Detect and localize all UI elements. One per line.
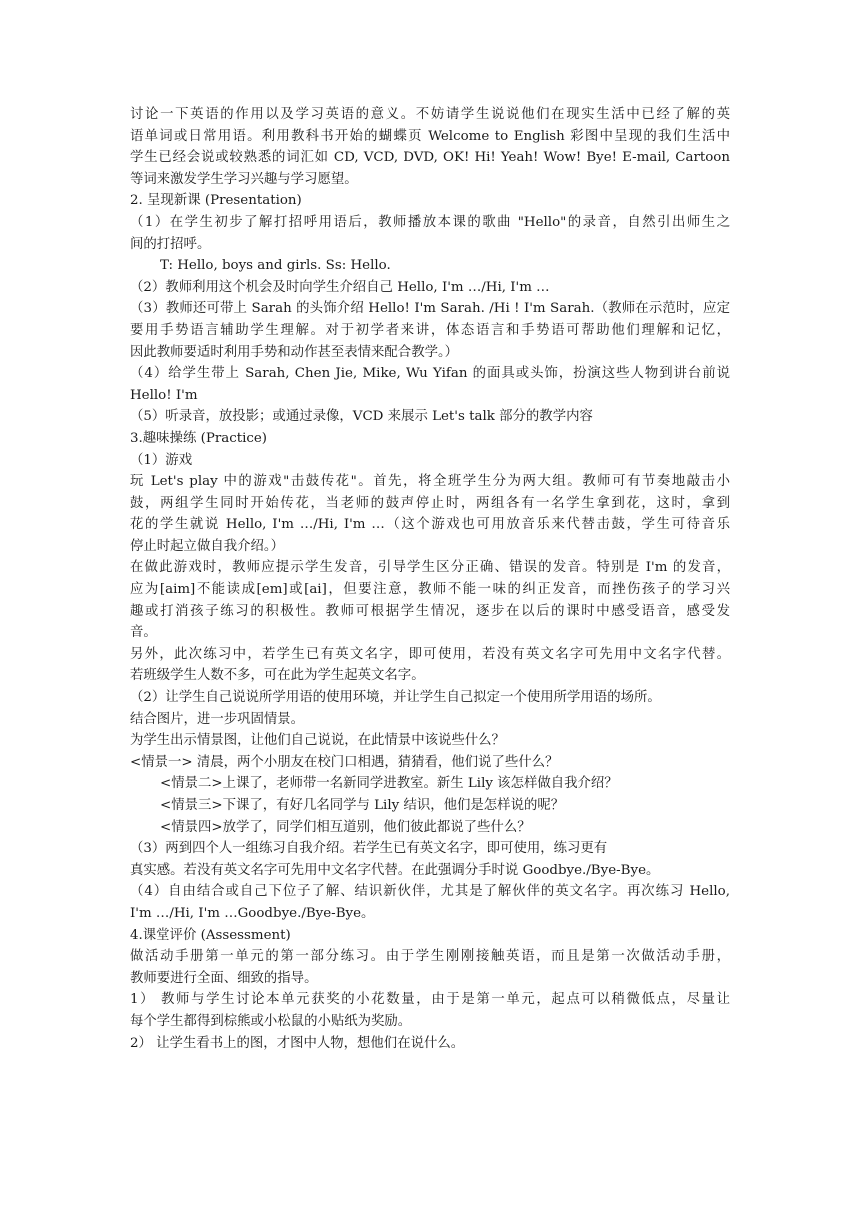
paragraph-line: （2）教师利用这个机会及时向学生介绍自己 Hello, I'm …/Hi, I'm … <box>130 279 550 295</box>
dialogue-line: T: Hello, boys and girls. Ss: Hello. <box>160 258 391 274</box>
paragraph-line: 语单词或日常用语。利用教科书开始的蝴蝶页 Welcome to English 彩图中呈现的我们生活中 <box>130 128 730 144</box>
paragraph-line: 音。 <box>130 625 157 641</box>
paragraph-line: （4）给学生带上 Sarah, Chen Jie, Mike, Wu Yifan 的面具或头饰，扮演这些人物到讲台前说 <box>130 366 730 382</box>
paragraph-line: 做活动手册第一单元的第一部分练习。由于学生刚刚接触英语，而且是第一次做活动手册， <box>130 949 730 965</box>
scenario-line: <情景二>上课了，老师带一名新同学进教室。新生 Lily 该怎样做自我介绍？ <box>160 776 618 792</box>
section-heading-practice: 3.趣味操练 (Practice) <box>130 430 268 446</box>
scenario-line: <情景一> 清晨，两个小朋友在校门口相遇，猜猜看，他们说了些什么？ <box>130 754 559 770</box>
list-item: 1） 教师与学生讨论本单元获奖的小花数量，由于是第一单元，起点可以稍微低点，尽量让 <box>130 992 730 1008</box>
paragraph-line: 花的学生就说 Hello, I'm …/Hi, I'm …（这个游戏也可用放音乐来代替击鼓，学生可待音乐 <box>130 517 730 533</box>
list-item: 2） 让学生看书上的图，才图中人物，想他们在说什么。 <box>130 1035 465 1051</box>
paragraph-line: （1）在学生初步了解打招呼用语后，教师播放本课的歌曲 "Hello"的录音，自然引出师生之 <box>130 214 730 230</box>
paragraph-line: 等词来激发学生学习兴趣与学习愿望。 <box>130 171 358 187</box>
paragraph-line: （3）教师还可带上 Sarah 的头饰介绍 Hello! I'm Sarah. /Hi ! I'm Sarah.（教师在示范时，应定 <box>130 301 730 317</box>
paragraph-line: 结合图片，进一步巩固情景。 <box>130 711 305 727</box>
paragraph-line: 应为[aim]不能读成[em]或[ai]，但要注意，教师不能一味的纠正发音，而挫伤孩子的学习兴 <box>130 582 730 598</box>
paragraph-line: 鼓，两组学生同时开始传花，当老师的鼓声停止时，两组各有一名学生拿到花，这时，拿到 <box>130 495 730 511</box>
list-item: 每个学生都得到棕熊或小松鼠的小贴纸为奖励。 <box>130 1013 412 1029</box>
paragraph-line: Hello! I'm <box>130 387 198 403</box>
paragraph-line: 学生已经会说或较熟悉的词汇如 CD, VCD, DVD, OK! Hi! Yeah! Wow! Bye! E-mail, Cartoon <box>130 150 730 166</box>
paragraph-line: 玩 Let's play 中的游戏"击鼓传花"。首先，将全班学生分为两大组。教师可有节奏地敲击小 <box>130 474 730 490</box>
paragraph-line: （2）让学生自己说说所学用语的使用环境，并让学生自己拟定一个使用所学用语的场所。 <box>130 690 661 706</box>
document-body <box>130 104 730 1054</box>
paragraph-line: （5）听录音，放投影；或通过录像，VCD 来展示 Let's talk 部分的教学内容 <box>130 409 593 425</box>
paragraph-line: 讨论一下英语的作用以及学习英语的意义。不妨请学生说说他们在现实生活中已经了解的英 <box>130 107 730 122</box>
paragraph-line: 教师要进行全面、细致的指导。 <box>130 970 318 986</box>
paragraph-line: 若班级学生人数不多，可在此为学生起英文名字。 <box>130 668 425 684</box>
paragraph-line: 间的打招呼。 <box>130 236 211 252</box>
paragraph-line: （3）两到四个人一组练习自我介绍。若学生已有英文名字，即可使用，练习更有 <box>130 841 608 857</box>
section-heading-presentation: 2. 呈现新课 (Presentation) <box>130 193 302 209</box>
section-heading-assessment: 4.课堂评价 (Assessment) <box>130 927 291 943</box>
paragraph-line: 要用手势语言辅助学生理解。对于初学者来讲，体态语言和手势语可帮助他们理解和记忆， <box>130 322 730 338</box>
scenario-line: <情景三>下课了，有好几名同学与 Lily 结识，他们是怎样说的呢？ <box>160 798 565 813</box>
paragraph-line: I'm …/Hi, I'm …Goodbye./Bye-Bye。 <box>130 905 375 921</box>
paragraph-line: 真实感。若没有英文名字可先用中文名字代替。在此强调分手时说 Goodbye./Bye-Bye。 <box>130 862 660 878</box>
paragraph-line: 另外，此次练习中，若学生已有英文名字，即可使用，若没有英文名字可先用中文名字代替。 <box>130 646 730 662</box>
paragraph-line: 因此教师要适时利用手势和动作甚至表情来配合教学。） <box>130 344 459 360</box>
scenario-line: <情景四>放学了，同学们相互道别，他们彼此都说了些什么？ <box>160 819 531 835</box>
paragraph-line: 为学生出示情景图，让他们自己说说，在此情景中该说些什么？ <box>130 733 505 749</box>
paragraph-line: 停止时起立做自我介绍。） <box>130 538 284 554</box>
subsection-heading-game: （1）游戏 <box>130 452 193 468</box>
paragraph-line: 趣或打消孩子练习的积极性。教师可根据学生情况，逐步在以后的课时中感受语音，感受发 <box>130 603 730 619</box>
paragraph-line: 在做此游戏时，教师应提示学生发音，引导学生区分正确、错误的发音。特别是 I'm 的发音， <box>130 560 730 576</box>
paragraph-line: （4）自由结合或自己下位子了解、结识新伙伴，尤其是了解伙伴的英文名字。再次练习 Hello, <box>130 884 730 900</box>
